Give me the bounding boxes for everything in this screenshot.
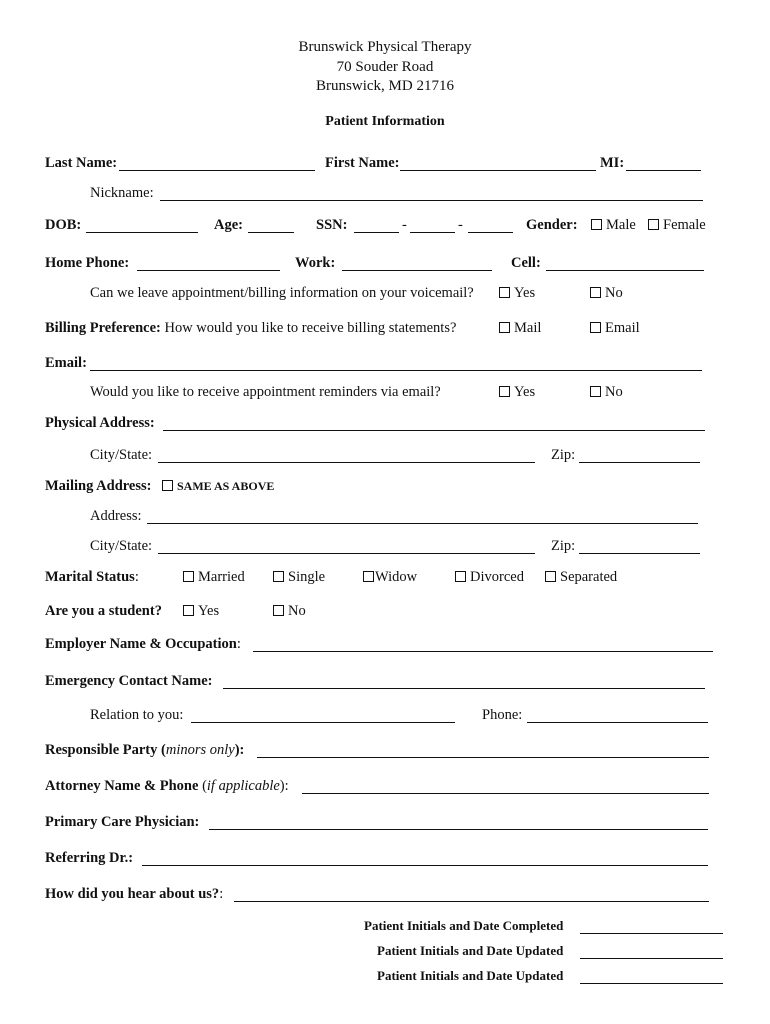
checkbox-icon[interactable] xyxy=(183,571,194,582)
first-name-label: First Name: xyxy=(325,155,400,171)
same-as-above-option[interactable]: SAME AS ABOVE xyxy=(162,478,274,495)
billing-email-option[interactable]: Email xyxy=(590,320,640,337)
checkbox-icon[interactable] xyxy=(590,287,601,298)
checkbox-icon[interactable] xyxy=(363,571,374,582)
gender-label: Gender: xyxy=(526,217,578,233)
row-pcp xyxy=(0,814,770,836)
address-label: Address: xyxy=(90,508,142,524)
row-email xyxy=(0,355,770,377)
responsible-party-label: Responsible Party (minors only): xyxy=(45,742,245,758)
row-dob: DOB: Age: SSN: - - Gender: Male Female xyxy=(45,217,706,233)
gender-male-option[interactable]: Male xyxy=(591,217,636,234)
initials-updated-2-field[interactable] xyxy=(580,968,723,984)
checkbox-icon[interactable] xyxy=(273,605,284,616)
row-attorney xyxy=(0,778,770,800)
emergency-contact-label: Emergency Contact Name: xyxy=(45,673,213,689)
initials-updated-2: Patient Initials and Date Updated xyxy=(377,968,564,983)
marital-separated-option[interactable]: Separated xyxy=(545,569,617,586)
emergency-phone-label: Phone: xyxy=(482,707,523,723)
dob-label: DOB: xyxy=(45,217,82,233)
voicemail-yes-option[interactable]: Yes xyxy=(499,285,535,302)
mailing-city-state-field[interactable] xyxy=(158,538,535,554)
initials-updated-1: Patient Initials and Date Updated xyxy=(377,943,564,958)
work-label: Work: xyxy=(295,255,336,271)
employer-label: Employer Name & Occupation: xyxy=(45,636,241,652)
physical-city-state-field[interactable] xyxy=(158,447,535,463)
row-nickname xyxy=(0,185,770,207)
org-street: 70 Souder Road xyxy=(336,58,434,75)
marital-married-option[interactable]: Married xyxy=(183,569,245,586)
row-mailing-city xyxy=(0,538,770,560)
checkbox-icon[interactable] xyxy=(590,322,601,333)
physical-address-label: Physical Address: xyxy=(45,415,155,431)
gender-female-option[interactable]: Female xyxy=(648,217,706,234)
age-label: Age: xyxy=(214,217,243,233)
emergency-contact-field[interactable] xyxy=(223,673,705,689)
hear-field[interactable] xyxy=(234,886,709,902)
work-phone-field[interactable] xyxy=(342,255,492,271)
checkbox-icon[interactable] xyxy=(273,571,284,582)
row-billing xyxy=(0,320,770,342)
checkbox-icon[interactable] xyxy=(499,322,510,333)
row-marital xyxy=(0,569,770,591)
org-name: Brunswick Physical Therapy xyxy=(298,39,472,55)
mailing-address-label: Mailing Address: xyxy=(45,478,152,494)
voicemail-no-option[interactable]: No xyxy=(590,285,623,302)
initials-updated-1-field[interactable] xyxy=(580,943,723,959)
voicemail-question: Can we leave appointment/billing information on your voicemail? xyxy=(90,285,474,301)
zip-label: Zip: xyxy=(551,538,576,554)
email-label: Email: xyxy=(45,355,87,371)
nickname-label: Nickname: xyxy=(90,185,154,201)
row-emergency xyxy=(0,673,770,695)
physical-address-field[interactable] xyxy=(163,415,705,431)
student-no-option[interactable]: No xyxy=(273,603,306,620)
row-hear xyxy=(0,886,770,908)
cell-phone-field[interactable] xyxy=(546,255,704,271)
student-yes-option[interactable]: Yes xyxy=(183,603,219,620)
home-phone-label: Home Phone: xyxy=(45,255,130,271)
relation-label: Relation to you: xyxy=(90,707,184,723)
row-responsible xyxy=(0,742,770,764)
checkbox-icon[interactable] xyxy=(545,571,556,582)
pcp-field[interactable] xyxy=(209,814,708,830)
age-field[interactable] xyxy=(248,217,294,233)
city-state-label: City/State: xyxy=(90,538,153,554)
row-names xyxy=(0,155,770,177)
nickname-field[interactable] xyxy=(160,185,703,201)
row-physical-address xyxy=(0,415,770,437)
responsible-party-field[interactable] xyxy=(257,742,709,758)
billing-preference: Billing Preference: How would you like to receive billing statements? xyxy=(45,320,457,336)
first-name-field[interactable] xyxy=(400,155,596,171)
reminders-question: Would you like to receive appointment reminders via email? xyxy=(90,384,441,400)
row-employer xyxy=(0,636,770,658)
checkbox-icon[interactable] xyxy=(591,219,602,230)
email-field[interactable] xyxy=(90,355,702,371)
row-physical-city xyxy=(0,447,770,469)
attorney-label: Attorney Name & Phone (if applicable): xyxy=(45,778,289,794)
checkbox-icon[interactable] xyxy=(455,571,466,582)
marital-single-option[interactable]: Single xyxy=(273,569,325,586)
ssn-label: SSN: xyxy=(316,217,348,233)
mi-field[interactable] xyxy=(626,155,701,171)
last-name-field[interactable] xyxy=(119,155,315,171)
attorney-field[interactable] xyxy=(302,778,709,794)
checkbox-icon[interactable] xyxy=(162,480,173,491)
employer-field[interactable] xyxy=(253,636,713,652)
checkbox-icon[interactable] xyxy=(183,605,194,616)
row-phones xyxy=(0,255,770,277)
initials-completed: Patient Initials and Date Completed xyxy=(364,918,564,933)
checkbox-icon[interactable] xyxy=(499,287,510,298)
physical-zip-field[interactable] xyxy=(579,447,700,463)
hear-label: How did you hear about us?: xyxy=(45,886,224,902)
mailing-address-field[interactable] xyxy=(147,508,698,524)
zip-label: Zip: xyxy=(551,447,576,463)
student-question: Are you a student? xyxy=(45,603,162,619)
checkbox-icon[interactable] xyxy=(648,219,659,230)
emergency-phone-field[interactable] xyxy=(527,707,708,723)
row-voicemail xyxy=(0,285,770,307)
ssn-field-2[interactable] xyxy=(410,217,455,233)
reminders-yes-option[interactable]: Yes xyxy=(499,384,535,401)
row-referring xyxy=(0,850,770,872)
last-name-label: Last Name: xyxy=(45,155,118,171)
referring-field[interactable] xyxy=(142,850,708,866)
org-city: Brunswick, MD 21716 xyxy=(316,78,454,94)
mailing-zip-field[interactable] xyxy=(579,538,700,554)
ssn-field-3[interactable] xyxy=(468,217,513,233)
billing-mail-option[interactable]: Mail xyxy=(499,320,541,337)
row-mailing-street xyxy=(0,508,770,530)
reminders-no-option[interactable]: No xyxy=(590,384,623,401)
form-title: Patient Information xyxy=(325,114,445,129)
cell-label: Cell: xyxy=(511,255,541,271)
marital-divorced-option[interactable]: Divorced xyxy=(455,569,524,586)
row-student xyxy=(0,603,770,625)
ssn-field-1[interactable] xyxy=(354,217,399,233)
row-mailing-address xyxy=(0,478,770,500)
mi-label: MI: xyxy=(600,155,625,171)
pcp-label: Primary Care Physician: xyxy=(45,814,200,830)
city-state-label: City/State: xyxy=(90,447,153,463)
marital-widow-option[interactable]: Widow xyxy=(363,569,417,586)
relation-field[interactable] xyxy=(191,707,455,723)
checkbox-icon[interactable] xyxy=(499,386,510,397)
row-reminders xyxy=(0,384,770,406)
initials-completed-field[interactable] xyxy=(580,918,723,934)
dob-field[interactable] xyxy=(86,217,198,233)
row-relation xyxy=(0,707,770,729)
marital-status-label: Marital Status: xyxy=(45,569,139,585)
referring-label: Referring Dr.: xyxy=(45,850,134,866)
checkbox-icon[interactable] xyxy=(590,386,601,397)
home-phone-field[interactable] xyxy=(137,255,280,271)
